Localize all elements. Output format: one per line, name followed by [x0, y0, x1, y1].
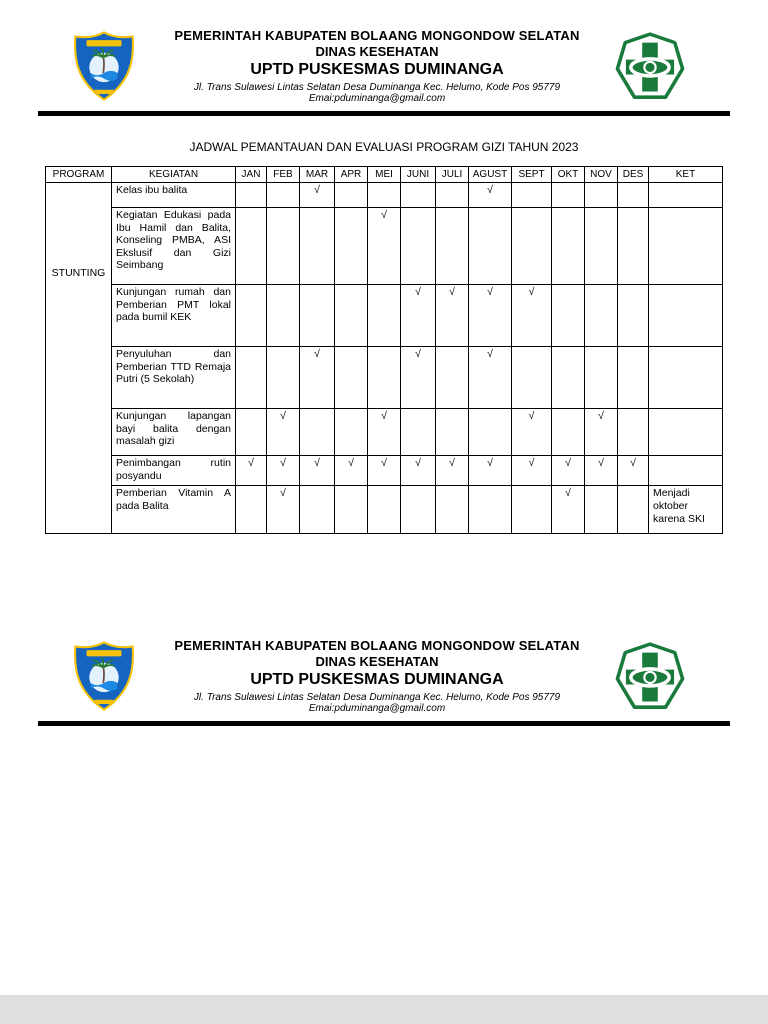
month-cell — [585, 285, 618, 347]
department-name: DINAS KESEHATAN — [315, 654, 439, 669]
check-mark-cell: √ — [469, 183, 512, 208]
month-cell — [512, 183, 552, 208]
government-name: PEMERINTAH KABUPATEN BOLAANG MONGONDOW SELATAN — [174, 28, 580, 43]
month-cell — [267, 183, 300, 208]
puskesmas-logo — [612, 32, 688, 100]
regency-crest-icon — [72, 641, 136, 711]
check-mark-cell: √ — [512, 285, 552, 347]
month-cell — [267, 347, 300, 409]
kegiatan-cell: Kegiatan Edukasi pada Ibu Hamil dan Balita, Konseling PMBA, ASI Ekslusif dan Gizi Seimbang — [112, 208, 236, 285]
month-cell — [335, 208, 368, 285]
month-cell — [300, 285, 335, 347]
ket-cell — [649, 456, 723, 486]
check-mark-cell: √ — [512, 456, 552, 486]
check-mark-cell: √ — [469, 347, 512, 409]
month-cell — [469, 208, 512, 285]
column-header-sept: SEPT — [512, 167, 552, 183]
government-name: PEMERINTAH KABUPATEN BOLAANG MONGONDOW SELATAN — [174, 638, 580, 653]
check-mark-cell: √ — [267, 456, 300, 486]
letterhead-text — [152, 28, 602, 104]
month-cell — [267, 208, 300, 285]
department-name: DINAS KESEHATAN — [315, 44, 439, 59]
kegiatan-cell: Kunjungan lapangan bayi balita dengan masalah gizi — [112, 409, 236, 456]
table-row — [46, 456, 723, 486]
month-cell — [618, 208, 649, 285]
kegiatan-cell: Pemberian Vitamin A pada Balita — [112, 486, 236, 534]
regency-crest-icon — [72, 31, 136, 101]
month-cell — [368, 486, 401, 534]
month-cell — [236, 285, 267, 347]
month-cell — [236, 409, 267, 456]
check-mark-cell: √ — [552, 486, 585, 534]
month-cell — [512, 347, 552, 409]
check-mark-cell: √ — [469, 456, 512, 486]
month-cell — [618, 285, 649, 347]
check-mark-cell: √ — [585, 456, 618, 486]
month-cell — [300, 409, 335, 456]
column-header-feb: FEB — [267, 167, 300, 183]
kegiatan-cell: Kelas ibu balita — [112, 183, 236, 208]
regency-crest-logo — [66, 641, 142, 711]
column-header-nov: NOV — [585, 167, 618, 183]
month-cell — [401, 486, 436, 534]
health-cross-icon — [614, 32, 686, 100]
address-line: Jl. Trans Sulawesi Lintas Selatan Desa Duminanga Kec. Helumo, Kode Pos 95779 — [193, 692, 561, 703]
month-cell — [552, 409, 585, 456]
check-mark-cell: √ — [512, 409, 552, 456]
month-cell — [401, 409, 436, 456]
regency-crest-logo — [66, 31, 142, 101]
month-cell — [436, 347, 469, 409]
unit-name: UPTD PUSKESMAS DUMINANGA — [250, 671, 504, 688]
month-cell — [236, 486, 267, 534]
check-mark-cell: √ — [368, 409, 401, 456]
check-mark-cell: √ — [368, 208, 401, 285]
check-mark-cell: √ — [267, 409, 300, 456]
schedule-table — [45, 166, 723, 534]
month-cell — [236, 208, 267, 285]
month-cell — [552, 183, 585, 208]
month-cell — [552, 285, 585, 347]
month-cell — [335, 183, 368, 208]
month-cell — [267, 285, 300, 347]
check-mark-cell: √ — [300, 183, 335, 208]
month-cell — [618, 486, 649, 534]
table-row — [46, 347, 723, 409]
check-mark-cell: √ — [552, 456, 585, 486]
table-header-row — [46, 167, 723, 183]
month-cell — [436, 409, 469, 456]
month-cell — [335, 486, 368, 534]
month-cell — [335, 347, 368, 409]
column-header-agust: AGUST — [469, 167, 512, 183]
table-row — [46, 208, 723, 285]
month-cell — [436, 183, 469, 208]
month-cell — [335, 409, 368, 456]
column-header-jan: JAN — [236, 167, 267, 183]
table-row — [46, 409, 723, 456]
program-cell: STUNTING — [46, 183, 112, 534]
month-cell — [368, 183, 401, 208]
month-cell — [585, 183, 618, 208]
ket-cell — [649, 208, 723, 285]
month-cell — [618, 409, 649, 456]
month-cell — [469, 486, 512, 534]
check-mark-cell: √ — [618, 456, 649, 486]
ket-cell — [649, 409, 723, 456]
check-mark-cell: √ — [335, 456, 368, 486]
month-cell — [335, 285, 368, 347]
month-cell — [300, 486, 335, 534]
header-divider — [38, 111, 730, 116]
month-cell — [618, 347, 649, 409]
column-header-apr: APR — [335, 167, 368, 183]
month-cell — [552, 347, 585, 409]
check-mark-cell: √ — [368, 456, 401, 486]
month-cell — [236, 347, 267, 409]
check-mark-cell: √ — [401, 456, 436, 486]
month-cell — [436, 208, 469, 285]
check-mark-cell: √ — [267, 486, 300, 534]
check-mark-cell: √ — [401, 347, 436, 409]
month-cell — [368, 347, 401, 409]
column-header-kegiatan: KEGIATAN — [112, 167, 236, 183]
letterhead-bottom — [0, 638, 768, 714]
table-row — [46, 183, 723, 208]
month-cell — [512, 208, 552, 285]
month-cell — [436, 486, 469, 534]
header-divider — [38, 721, 730, 726]
month-cell — [401, 183, 436, 208]
unit-name: UPTD PUSKESMAS DUMINANGA — [250, 61, 504, 78]
month-cell — [552, 208, 585, 285]
email-line: Emai:pduminanga@gmail.com — [308, 93, 446, 104]
kegiatan-cell: Penimbangan rutin posyandu — [112, 456, 236, 486]
month-cell — [585, 347, 618, 409]
column-header-des: DES — [618, 167, 649, 183]
check-mark-cell: √ — [436, 285, 469, 347]
check-mark-cell: √ — [401, 285, 436, 347]
month-cell — [368, 285, 401, 347]
check-mark-cell: √ — [469, 285, 512, 347]
column-header-ket: KET — [649, 167, 723, 183]
column-header-mei: MEI — [368, 167, 401, 183]
month-cell — [512, 486, 552, 534]
kegiatan-cell: Penyuluhan dan Pemberian TTD Remaja Putri (5 Sekolah) — [112, 347, 236, 409]
month-cell — [585, 486, 618, 534]
ket-cell — [649, 347, 723, 409]
column-header-program: PROGRAM — [46, 167, 112, 183]
kegiatan-cell: Kunjungan rumah dan Pemberian PMT lokal pada bumil KEK — [112, 285, 236, 347]
check-mark-cell: √ — [300, 456, 335, 486]
ket-cell — [649, 285, 723, 347]
check-mark-cell: √ — [300, 347, 335, 409]
page-title: JADWAL PEMANTAUAN DAN EVALUASI PROGRAM GIZI TAHUN 2023 — [189, 140, 579, 154]
check-mark-cell: √ — [436, 456, 469, 486]
ket-cell: Menjadi oktober karena SKI — [649, 486, 723, 534]
check-mark-cell: √ — [236, 456, 267, 486]
month-cell — [236, 183, 267, 208]
column-header-juli: JULI — [436, 167, 469, 183]
column-header-mar: MAR — [300, 167, 335, 183]
letterhead-text — [152, 638, 602, 714]
address-line: Jl. Trans Sulawesi Lintas Selatan Desa Duminanga Kec. Helumo, Kode Pos 95779 — [193, 82, 561, 93]
health-cross-icon — [614, 642, 686, 710]
month-cell — [300, 208, 335, 285]
month-cell — [585, 208, 618, 285]
table-row — [46, 285, 723, 347]
month-cell — [469, 409, 512, 456]
letterhead-top — [0, 28, 768, 104]
month-cell — [618, 183, 649, 208]
ket-cell — [649, 183, 723, 208]
column-header-juni: JUNI — [401, 167, 436, 183]
puskesmas-logo — [612, 642, 688, 710]
check-mark-cell: √ — [585, 409, 618, 456]
email-line: Emai:pduminanga@gmail.com — [308, 703, 446, 714]
month-cell — [401, 208, 436, 285]
column-header-okt: OKT — [552, 167, 585, 183]
table-row — [46, 486, 723, 534]
